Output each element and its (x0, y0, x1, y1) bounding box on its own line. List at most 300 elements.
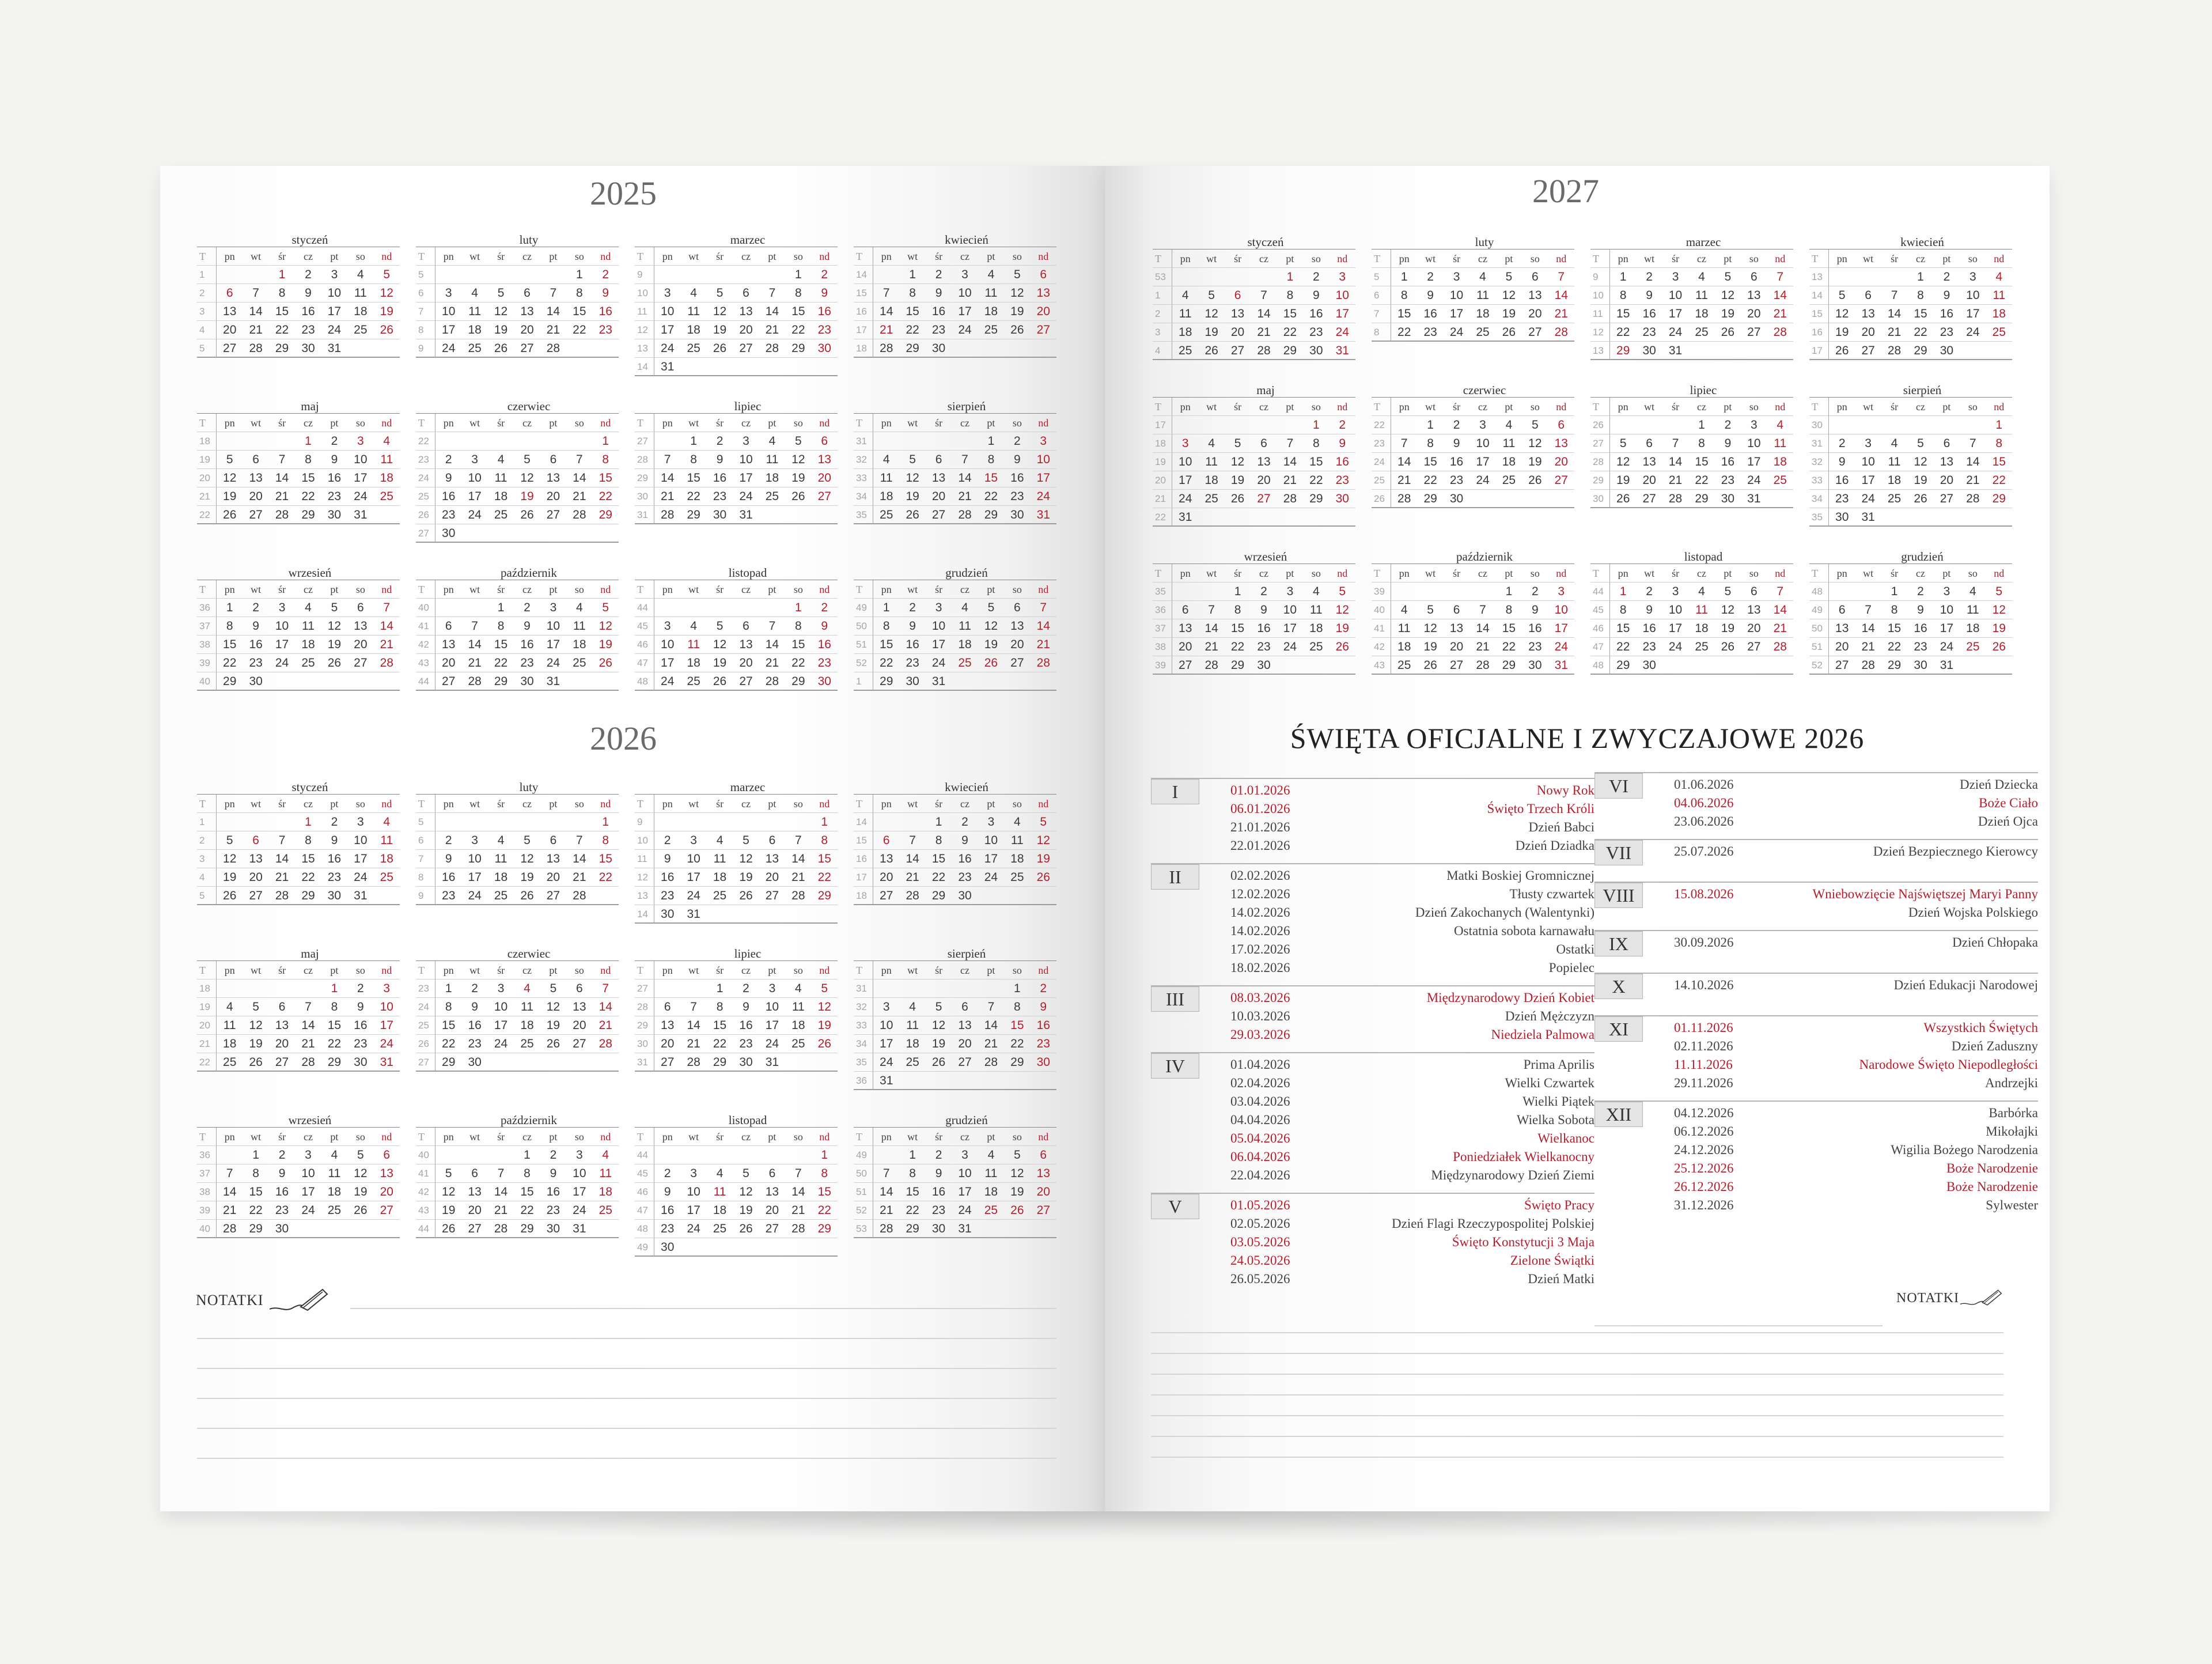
day-cell[interactable]: 9 (812, 284, 838, 302)
day-cell[interactable]: 17 (1960, 305, 1986, 323)
day-cell[interactable]: 6 (374, 1146, 400, 1164)
day-cell[interactable]: 3 (978, 813, 1004, 831)
day-cell[interactable]: 28 (1031, 654, 1056, 672)
day-cell[interactable]: 13 (435, 636, 461, 654)
day-cell[interactable]: 6 (1548, 416, 1574, 434)
day-cell[interactable]: 14 (540, 302, 566, 321)
day-cell[interactable]: 26 (1198, 342, 1224, 360)
day-cell[interactable]: 16 (321, 850, 347, 868)
day-cell[interactable]: 8 (1688, 434, 1714, 453)
day-cell[interactable]: 15 (593, 850, 619, 868)
day-cell[interactable]: 3 (1277, 583, 1303, 601)
day-cell[interactable]: 24 (654, 672, 680, 691)
day-cell[interactable]: 24 (759, 1035, 785, 1053)
day-cell[interactable]: 25 (1391, 656, 1417, 675)
day-cell[interactable]: 3 (540, 599, 566, 617)
notes-line[interactable] (1151, 1353, 2003, 1354)
day-cell[interactable]: 11 (1688, 286, 1714, 305)
day-cell[interactable]: 25 (461, 339, 487, 358)
day-cell[interactable]: 13 (1444, 619, 1469, 638)
day-cell[interactable]: 25 (1688, 638, 1714, 656)
day-cell[interactable]: 3 (654, 617, 680, 636)
day-cell[interactable]: 10 (488, 998, 514, 1016)
day-cell[interactable]: 4 (978, 266, 1004, 284)
day-cell[interactable]: 18 (1303, 619, 1329, 638)
day-cell[interactable]: 26 (1610, 490, 1636, 508)
day-cell[interactable]: 31 (374, 1053, 400, 1072)
day-cell[interactable]: 30 (1715, 490, 1741, 508)
day-cell[interactable]: 13 (1548, 434, 1574, 453)
day-cell[interactable]: 16 (593, 302, 619, 321)
day-cell[interactable]: 29 (435, 1053, 461, 1072)
day-cell[interactable]: 10 (347, 831, 373, 850)
day-cell[interactable]: 28 (593, 1035, 619, 1053)
day-cell[interactable]: 14 (243, 302, 268, 321)
day-cell[interactable]: 16 (952, 850, 978, 868)
day-cell[interactable]: 8 (435, 998, 461, 1016)
day-cell[interactable]: 9 (514, 617, 540, 636)
day-cell[interactable]: 25 (1469, 323, 1495, 342)
day-cell[interactable]: 3 (952, 1146, 978, 1164)
day-cell[interactable]: 24 (347, 487, 373, 506)
day-cell[interactable]: 3 (952, 266, 978, 284)
day-cell[interactable]: 6 (1522, 268, 1548, 286)
day-cell[interactable]: 3 (488, 980, 514, 998)
day-cell[interactable]: 14 (1031, 617, 1056, 636)
day-cell[interactable]: 20 (540, 487, 566, 506)
day-cell[interactable]: 31 (873, 1072, 899, 1090)
day-cell[interactable]: 30 (1303, 342, 1329, 360)
day-cell[interactable]: 17 (978, 850, 1004, 868)
day-cell[interactable]: 17 (654, 321, 680, 339)
day-cell[interactable]: 16 (1829, 471, 1855, 490)
day-cell[interactable]: 1 (488, 599, 514, 617)
day-cell[interactable]: 3 (347, 432, 373, 451)
day-cell[interactable]: 17 (1934, 619, 1960, 638)
day-cell[interactable]: 20 (926, 487, 952, 506)
day-cell[interactable]: 15 (593, 469, 619, 487)
day-cell[interactable]: 22 (1610, 323, 1636, 342)
day-cell[interactable]: 28 (1548, 323, 1574, 342)
day-cell[interactable]: 30 (1330, 490, 1355, 508)
day-cell[interactable]: 14 (593, 998, 619, 1016)
day-cell[interactable]: 22 (785, 654, 811, 672)
day-cell[interactable]: 16 (435, 487, 461, 506)
day-cell[interactable]: 21 (1767, 619, 1793, 638)
day-cell[interactable]: 16 (1004, 469, 1030, 487)
day-cell[interactable]: 22 (1004, 1035, 1030, 1053)
day-cell[interactable]: 17 (952, 1183, 978, 1201)
day-cell[interactable]: 26 (707, 672, 733, 691)
day-cell[interactable]: 15 (1391, 305, 1417, 323)
day-cell[interactable]: 7 (217, 1164, 243, 1183)
day-cell[interactable]: 17 (1662, 619, 1688, 638)
day-cell[interactable]: 31 (1031, 506, 1056, 524)
day-cell[interactable]: 20 (733, 321, 759, 339)
day-cell[interactable]: 28 (759, 672, 785, 691)
day-cell[interactable]: 30 (321, 506, 347, 524)
day-cell[interactable]: 24 (269, 654, 295, 672)
day-cell[interactable]: 27 (1251, 490, 1277, 508)
day-cell[interactable]: 1 (785, 266, 811, 284)
day-cell[interactable]: 1 (1303, 416, 1329, 434)
day-cell[interactable]: 27 (374, 1201, 400, 1220)
day-cell[interactable]: 11 (680, 302, 706, 321)
day-cell[interactable]: 30 (461, 1053, 487, 1072)
day-cell[interactable]: 26 (593, 654, 619, 672)
day-cell[interactable]: 28 (680, 1053, 706, 1072)
day-cell[interactable]: 30 (654, 1238, 680, 1257)
day-cell[interactable]: 20 (1444, 638, 1469, 656)
day-cell[interactable]: 4 (1986, 268, 2012, 286)
day-cell[interactable]: 7 (1031, 599, 1056, 617)
day-cell[interactable]: 5 (540, 980, 566, 998)
day-cell[interactable]: 15 (1610, 305, 1636, 323)
day-cell[interactable]: 4 (1688, 268, 1714, 286)
day-cell[interactable]: 2 (1303, 268, 1329, 286)
day-cell[interactable]: 25 (952, 654, 978, 672)
day-cell[interactable]: 17 (1031, 469, 1056, 487)
day-cell[interactable]: 17 (321, 302, 347, 321)
day-cell[interactable]: 13 (243, 850, 268, 868)
day-cell[interactable]: 3 (1444, 268, 1469, 286)
day-cell[interactable]: 21 (1855, 638, 1881, 656)
day-cell[interactable]: 19 (1829, 323, 1855, 342)
day-cell[interactable]: 23 (1636, 323, 1662, 342)
day-cell[interactable]: 11 (295, 617, 321, 636)
day-cell[interactable]: 5 (926, 998, 952, 1016)
day-cell[interactable]: 30 (1251, 656, 1277, 675)
day-cell[interactable]: 13 (514, 302, 540, 321)
day-cell[interactable]: 10 (926, 617, 952, 636)
day-cell[interactable]: 29 (978, 506, 1004, 524)
day-cell[interactable]: 16 (514, 636, 540, 654)
day-cell[interactable]: 19 (1004, 1183, 1030, 1201)
day-cell[interactable]: 12 (435, 1183, 461, 1201)
day-cell[interactable]: 4 (566, 599, 592, 617)
day-cell[interactable]: 29 (1496, 656, 1522, 675)
day-cell[interactable]: 19 (514, 487, 540, 506)
day-cell[interactable]: 13 (1031, 284, 1056, 302)
day-cell[interactable]: 8 (217, 617, 243, 636)
day-cell[interactable]: 17 (680, 868, 706, 887)
day-cell[interactable]: 29 (812, 887, 838, 905)
day-cell[interactable]: 11 (759, 451, 785, 469)
day-cell[interactable]: 30 (1829, 508, 1855, 527)
day-cell[interactable]: 18 (899, 1035, 925, 1053)
day-cell[interactable]: 6 (873, 831, 899, 850)
day-cell[interactable]: 7 (1767, 583, 1793, 601)
day-cell[interactable]: 4 (785, 980, 811, 998)
day-cell[interactable]: 13 (926, 469, 952, 487)
day-cell[interactable]: 29 (1004, 1053, 1030, 1072)
day-cell[interactable]: 20 (514, 321, 540, 339)
day-cell[interactable]: 20 (759, 868, 785, 887)
day-cell[interactable]: 4 (1303, 583, 1329, 601)
day-cell[interactable]: 11 (374, 831, 400, 850)
day-cell[interactable]: 13 (540, 850, 566, 868)
notes-line[interactable] (1594, 1325, 1883, 1326)
day-cell[interactable]: 6 (759, 831, 785, 850)
day-cell[interactable]: 12 (1496, 286, 1522, 305)
day-cell[interactable]: 20 (1829, 638, 1855, 656)
day-cell[interactable]: 14 (785, 850, 811, 868)
day-cell[interactable]: 25 (1172, 342, 1198, 360)
day-cell[interactable]: 24 (1172, 490, 1198, 508)
day-cell[interactable]: 20 (1172, 638, 1198, 656)
day-cell[interactable]: 10 (374, 998, 400, 1016)
day-cell[interactable]: 10 (1934, 601, 1960, 619)
day-cell[interactable]: 12 (217, 850, 243, 868)
day-cell[interactable]: 21 (1662, 471, 1688, 490)
day-cell[interactable]: 19 (785, 469, 811, 487)
day-cell[interactable]: 2 (1330, 416, 1355, 434)
day-cell[interactable]: 27 (873, 887, 899, 905)
notes-line[interactable] (1151, 1374, 2003, 1375)
day-cell[interactable]: 18 (759, 469, 785, 487)
day-cell[interactable]: 10 (1277, 601, 1303, 619)
day-cell[interactable]: 15 (1225, 619, 1251, 638)
day-cell[interactable]: 26 (374, 321, 400, 339)
day-cell[interactable]: 31 (952, 1220, 978, 1238)
day-cell[interactable]: 22 (1417, 471, 1443, 490)
day-cell[interactable]: 23 (733, 1035, 759, 1053)
day-cell[interactable]: 3 (1662, 583, 1688, 601)
day-cell[interactable]: 11 (1469, 286, 1495, 305)
day-cell[interactable]: 4 (347, 266, 373, 284)
day-cell[interactable]: 26 (488, 339, 514, 358)
day-cell[interactable]: 2 (812, 266, 838, 284)
day-cell[interactable]: 22 (899, 321, 925, 339)
day-cell[interactable]: 14 (566, 469, 592, 487)
day-cell[interactable]: 21 (680, 1035, 706, 1053)
day-cell[interactable]: 16 (1636, 619, 1662, 638)
day-cell[interactable]: 17 (1469, 453, 1495, 471)
day-cell[interactable]: 6 (759, 1164, 785, 1183)
day-cell[interactable]: 4 (680, 617, 706, 636)
day-cell[interactable]: 19 (1225, 471, 1251, 490)
day-cell[interactable]: 25 (680, 339, 706, 358)
day-cell[interactable]: 16 (899, 636, 925, 654)
notes-line[interactable] (1151, 1436, 2003, 1437)
day-cell[interactable]: 18 (488, 868, 514, 887)
day-cell[interactable]: 19 (926, 1035, 952, 1053)
day-cell[interactable]: 27 (1741, 323, 1767, 342)
day-cell[interactable]: 7 (1391, 434, 1417, 453)
day-cell[interactable]: 11 (1767, 434, 1793, 453)
day-cell[interactable]: 24 (435, 339, 461, 358)
day-cell[interactable]: 15 (321, 1016, 347, 1035)
day-cell[interactable]: 6 (952, 998, 978, 1016)
day-cell[interactable]: 1 (217, 599, 243, 617)
day-cell[interactable]: 17 (461, 487, 487, 506)
day-cell[interactable]: 1 (566, 266, 592, 284)
day-cell[interactable]: 10 (654, 636, 680, 654)
day-cell[interactable]: 21 (1960, 471, 1986, 490)
day-cell[interactable]: 21 (461, 654, 487, 672)
day-cell[interactable]: 19 (1715, 619, 1741, 638)
day-cell[interactable]: 31 (733, 506, 759, 524)
day-cell[interactable]: 25 (785, 1035, 811, 1053)
day-cell[interactable]: 16 (321, 469, 347, 487)
day-cell[interactable]: 11 (978, 1164, 1004, 1183)
day-cell[interactable]: 16 (295, 302, 321, 321)
day-cell[interactable]: 14 (1960, 453, 1986, 471)
day-cell[interactable]: 17 (654, 654, 680, 672)
day-cell[interactable]: 12 (347, 1164, 373, 1183)
day-cell[interactable]: 13 (1522, 286, 1548, 305)
day-cell[interactable]: 10 (566, 1164, 592, 1183)
day-cell[interactable]: 8 (1610, 286, 1636, 305)
day-cell[interactable]: 10 (952, 284, 978, 302)
day-cell[interactable]: 29 (488, 672, 514, 691)
day-cell[interactable]: 15 (899, 1183, 925, 1201)
day-cell[interactable]: 30 (952, 887, 978, 905)
day-cell[interactable]: 30 (295, 339, 321, 358)
day-cell[interactable]: 22 (785, 321, 811, 339)
day-cell[interactable]: 28 (461, 672, 487, 691)
day-cell[interactable]: 1 (1004, 980, 1030, 998)
notes-line[interactable] (197, 1428, 1056, 1429)
day-cell[interactable]: 5 (1004, 266, 1030, 284)
day-cell[interactable]: 3 (1662, 268, 1688, 286)
day-cell[interactable]: 20 (1031, 302, 1056, 321)
day-cell[interactable]: 11 (978, 284, 1004, 302)
day-cell[interactable]: 7 (269, 451, 295, 469)
day-cell[interactable]: 20 (873, 868, 899, 887)
day-cell[interactable]: 18 (707, 868, 733, 887)
day-cell[interactable]: 15 (899, 302, 925, 321)
day-cell[interactable]: 14 (1662, 453, 1688, 471)
day-cell[interactable]: 4 (1881, 434, 1907, 453)
day-cell[interactable]: 24 (654, 339, 680, 358)
day-cell[interactable]: 7 (540, 284, 566, 302)
day-cell[interactable]: 25 (707, 887, 733, 905)
day-cell[interactable]: 31 (1855, 508, 1881, 527)
day-cell[interactable]: 27 (926, 506, 952, 524)
day-cell[interactable]: 9 (707, 451, 733, 469)
notes-line[interactable] (197, 1398, 1056, 1399)
day-cell[interactable]: 15 (1277, 305, 1303, 323)
day-cell[interactable]: 23 (269, 1201, 295, 1220)
day-cell[interactable]: 21 (1469, 638, 1495, 656)
day-cell[interactable]: 28 (566, 506, 592, 524)
day-cell[interactable]: 16 (812, 302, 838, 321)
day-cell[interactable]: 22 (1225, 638, 1251, 656)
day-cell[interactable]: 14 (1391, 453, 1417, 471)
day-cell[interactable]: 29 (785, 339, 811, 358)
day-cell[interactable]: 3 (295, 1146, 321, 1164)
day-cell[interactable]: 22 (1303, 471, 1329, 490)
day-cell[interactable]: 16 (1715, 453, 1741, 471)
day-cell[interactable]: 26 (1417, 656, 1443, 675)
day-cell[interactable]: 27 (812, 487, 838, 506)
day-cell[interactable]: 8 (1907, 286, 1933, 305)
day-cell[interactable]: 30 (707, 506, 733, 524)
day-cell[interactable]: 18 (1198, 471, 1224, 490)
day-cell[interactable]: 5 (593, 599, 619, 617)
day-cell[interactable]: 9 (347, 998, 373, 1016)
day-cell[interactable]: 24 (1330, 323, 1355, 342)
day-cell[interactable]: 22 (217, 654, 243, 672)
day-cell[interactable]: 23 (347, 1035, 373, 1053)
day-cell[interactable]: 10 (1172, 453, 1198, 471)
day-cell[interactable]: 7 (785, 831, 811, 850)
day-cell[interactable]: 1 (514, 1146, 540, 1164)
day-cell[interactable]: 26 (1829, 342, 1855, 360)
day-cell[interactable]: 6 (654, 998, 680, 1016)
day-cell[interactable]: 18 (566, 636, 592, 654)
day-cell[interactable]: 13 (1741, 286, 1767, 305)
day-cell[interactable]: 30 (243, 672, 268, 691)
day-cell[interactable]: 24 (1277, 638, 1303, 656)
day-cell[interactable]: 30 (733, 1053, 759, 1072)
day-cell[interactable]: 2 (654, 831, 680, 850)
day-cell[interactable]: 27 (733, 672, 759, 691)
day-cell[interactable]: 15 (488, 636, 514, 654)
day-cell[interactable]: 17 (488, 1016, 514, 1035)
day-cell[interactable]: 18 (680, 654, 706, 672)
day-cell[interactable]: 8 (1225, 601, 1251, 619)
day-cell[interactable]: 5 (899, 451, 925, 469)
day-cell[interactable]: 1 (978, 432, 1004, 451)
day-cell[interactable]: 18 (374, 469, 400, 487)
day-cell[interactable]: 14 (217, 1183, 243, 1201)
day-cell[interactable]: 12 (1225, 453, 1251, 471)
day-cell[interactable]: 12 (593, 617, 619, 636)
day-cell[interactable]: 19 (321, 636, 347, 654)
day-cell[interactable]: 26 (217, 887, 243, 905)
day-cell[interactable]: 21 (269, 487, 295, 506)
day-cell[interactable]: 18 (1960, 619, 1986, 638)
day-cell[interactable]: 30 (347, 1053, 373, 1072)
day-cell[interactable]: 4 (321, 1146, 347, 1164)
day-cell[interactable]: 18 (1172, 323, 1198, 342)
day-cell[interactable]: 24 (952, 1201, 978, 1220)
day-cell[interactable]: 25 (566, 654, 592, 672)
day-cell[interactable]: 19 (540, 1016, 566, 1035)
day-cell[interactable]: 4 (707, 831, 733, 850)
day-cell[interactable]: 8 (1610, 601, 1636, 619)
day-cell[interactable]: 22 (978, 487, 1004, 506)
day-cell[interactable]: 11 (1986, 286, 2012, 305)
day-cell[interactable]: 9 (1444, 434, 1469, 453)
day-cell[interactable]: 13 (1636, 453, 1662, 471)
day-cell[interactable]: 15 (514, 1183, 540, 1201)
day-cell[interactable]: 21 (566, 487, 592, 506)
day-cell[interactable]: 30 (926, 339, 952, 358)
day-cell[interactable]: 17 (1277, 619, 1303, 638)
day-cell[interactable]: 1 (435, 980, 461, 998)
day-cell[interactable]: 1 (269, 266, 295, 284)
day-cell[interactable]: 24 (488, 1035, 514, 1053)
day-cell[interactable]: 1 (295, 813, 321, 831)
day-cell[interactable]: 17 (952, 302, 978, 321)
day-cell[interactable]: 18 (1767, 453, 1793, 471)
day-cell[interactable]: 18 (514, 1016, 540, 1035)
day-cell[interactable]: 5 (733, 831, 759, 850)
day-cell[interactable]: 30 (1031, 1053, 1056, 1072)
day-cell[interactable]: 10 (1330, 286, 1355, 305)
day-cell[interactable]: 15 (1496, 619, 1522, 638)
day-cell[interactable]: 12 (1715, 601, 1741, 619)
day-cell[interactable]: 19 (733, 1201, 759, 1220)
day-cell[interactable]: 29 (269, 339, 295, 358)
day-cell[interactable]: 28 (1767, 323, 1793, 342)
day-cell[interactable]: 9 (321, 831, 347, 850)
day-cell[interactable]: 26 (1330, 638, 1355, 656)
day-cell[interactable]: 4 (759, 432, 785, 451)
